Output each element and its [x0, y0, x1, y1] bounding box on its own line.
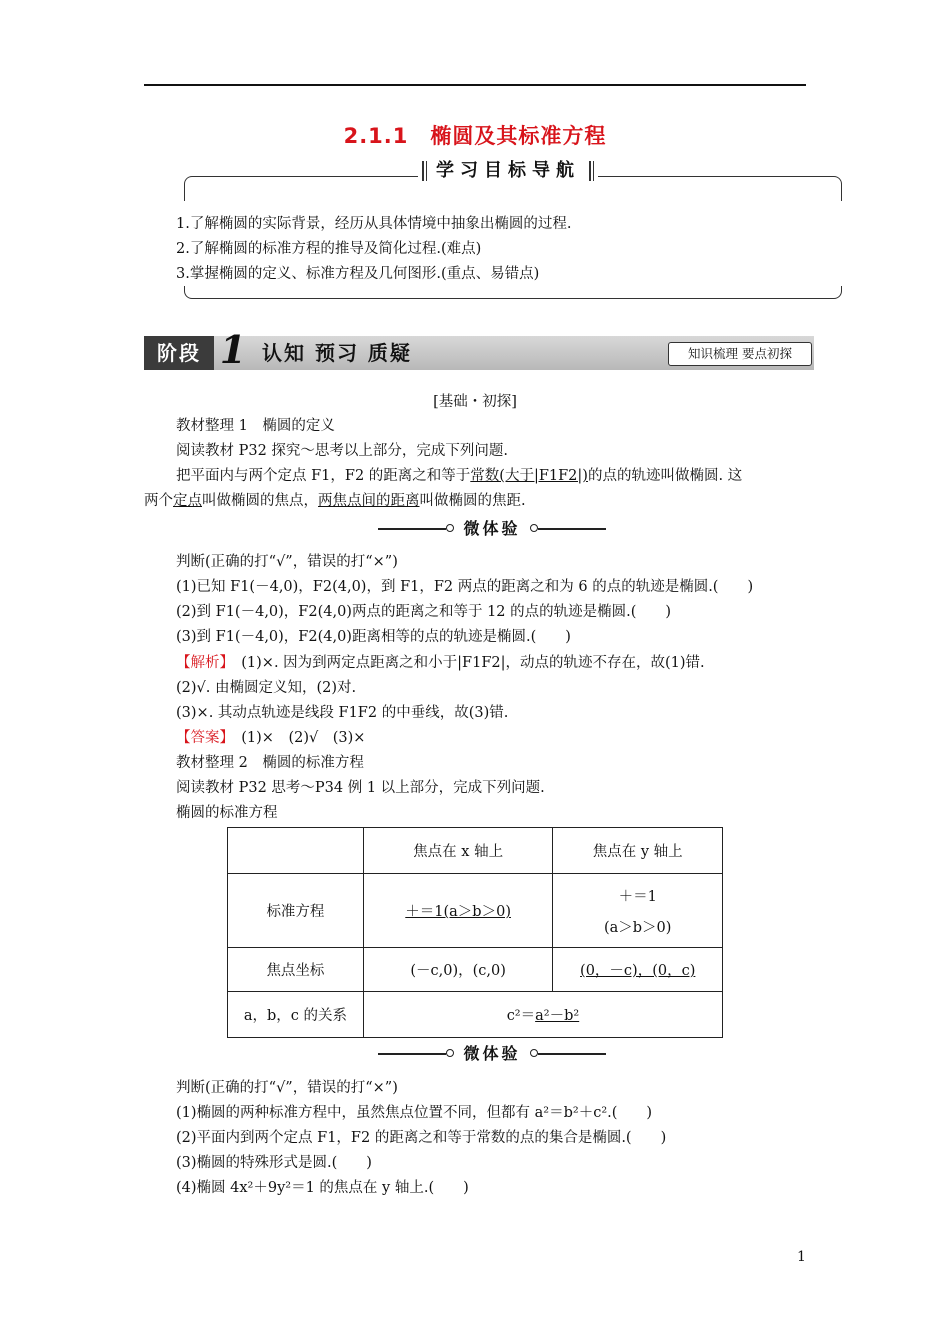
- definition-blank: 定点: [173, 493, 202, 509]
- objective-item: 1.了解椭圆的实际背景，经历从具体情境中抽象出椭圆的过程.: [176, 216, 572, 232]
- analysis-text: (1)×. 因为到两定点距离之和小于|F1F2|，动点的轨迹不存在，故(1)错.: [226, 655, 705, 671]
- objective-item: 3.掌握椭圆的定义、标准方程及几何图形.(重点、易错点): [176, 266, 540, 282]
- equation-x: ＋＝1(a＞b＞0): [405, 904, 511, 920]
- quiz2-question: (1)椭圆的两种标准方程中，虽然焦点位置不同，但都有 a²＝b²＋c².( ): [176, 1105, 653, 1121]
- foci-y-cell: [553, 948, 723, 992]
- quiz1-question: (1)已知 F1(－4,0)，F2(4,0)，到 F1，F2 两点的距离之和为 6 的点的轨迹是椭圆.( ): [176, 579, 754, 595]
- table-row-label: a，b，c 的关系: [228, 992, 364, 1038]
- table-header-y: 焦点在 y 轴上: [553, 828, 723, 874]
- definition-line-2: [144, 489, 526, 510]
- foci-x: (－c,0)，(c,0): [363, 948, 553, 992]
- quiz2-question: (2)平面内到两个定点 F1，F2 的距离之和等于常数的点的集合是椭圆.( ): [176, 1130, 667, 1146]
- relation-blank: a²－b²: [535, 1008, 580, 1024]
- equation-y-cell: [553, 874, 723, 948]
- table-caption: 椭圆的标准方程: [176, 805, 278, 821]
- micro-experience-divider: [378, 518, 606, 540]
- part2-intro: 阅读教材 P32 思考～P34 例 1 以上部分，完成下列问题.: [176, 780, 545, 796]
- definition-text: 叫做椭圆的焦点，: [202, 493, 318, 509]
- stage-number: 1: [219, 327, 247, 372]
- table-row-label: 焦点坐标: [228, 948, 364, 992]
- table-corner: [228, 828, 364, 874]
- stage-tag: 知识梳理 要点初探: [668, 342, 812, 366]
- micro-experience-divider: [378, 1043, 606, 1065]
- top-rule: [144, 84, 806, 86]
- definition-text: 的点的轨迹叫做椭圆. 这: [587, 468, 743, 484]
- part1-intro: 阅读教材 P32 探究～思考以上部分，完成下列问题.: [176, 443, 509, 459]
- quiz1-question: (2)到 F1(－4,0)，F2(4,0)两点的距离之和等于 12 的点的轨迹是椭圆.( ): [176, 604, 672, 620]
- definition-text: 叫做椭圆的焦距.: [419, 493, 526, 509]
- quiz1-question: (3)到 F1(－4,0)，F2(4,0)距离相等的点的轨迹是椭圆.( ): [176, 629, 571, 645]
- analysis-line-3: (3)×. 其动点轨迹是线段 F1F2 的中垂线，故(3)错.: [176, 705, 509, 721]
- equation-x-cell: [363, 874, 553, 948]
- quiz2-question: (3)椭圆的特殊形式是圆.( ): [176, 1155, 372, 1171]
- definition-blank: 两焦点间的距离: [318, 493, 420, 509]
- analysis-line-1: [176, 651, 705, 672]
- quiz2-question: (4)椭圆 4x²＋9y²＝1 的焦点在 y 轴上.( ): [176, 1180, 469, 1196]
- table-header-x: 焦点在 x 轴上: [363, 828, 553, 874]
- micro-experience-label: 微体验: [463, 519, 521, 538]
- definition-text: 两个: [144, 493, 173, 509]
- relation-text: c²＝: [506, 1008, 536, 1024]
- quiz2-prompt: 判断(正确的打“√”，错误的打“×”): [176, 1080, 398, 1096]
- part2-heading: 教材整理 2 椭圆的标准方程: [176, 755, 364, 771]
- analysis-line-2: (2)√. 由椭圆定义知，(2)对.: [176, 680, 357, 696]
- objective-item: 2.了解椭圆的标准方程的推导及简化过程.(难点): [176, 241, 482, 257]
- foci-y: (0，－c)，(0，c): [580, 963, 696, 979]
- answer-label: 【答案】: [176, 730, 227, 746]
- stage-title: 认知 预习 质疑: [262, 341, 412, 365]
- page-number: 1: [797, 1249, 806, 1265]
- analysis-label: 【解析】: [176, 655, 227, 671]
- definition-text: 把平面内与两个定点 F1，F2 的距离之和等于: [176, 468, 471, 484]
- quiz1-prompt: 判断(正确的打“√”，错误的打“×”): [176, 554, 398, 570]
- definition-line-1: [176, 464, 742, 485]
- answer-line: [176, 726, 365, 747]
- equation-y: ＋＝1: [618, 888, 657, 905]
- section-tag: [基础・初探]: [433, 394, 517, 410]
- micro-experience-label: 微体验: [463, 1044, 521, 1063]
- definition-blank: 常数(大于|F1F2|): [470, 468, 588, 484]
- equation-y-condition: (a＞b＞0): [603, 919, 672, 936]
- table-row-label: 标准方程: [228, 874, 364, 948]
- answer-text: (1)× (2)√ (3)×: [226, 730, 366, 746]
- relation-cell: [363, 992, 722, 1038]
- page-title: 2.1.1 椭圆及其标准方程: [343, 124, 607, 148]
- standard-equation-table: [227, 827, 723, 1038]
- part1-heading: 教材整理 1 椭圆的定义: [176, 418, 335, 434]
- stage-label: 阶段: [144, 336, 214, 370]
- objectives-banner: 学习目标导航: [418, 158, 598, 184]
